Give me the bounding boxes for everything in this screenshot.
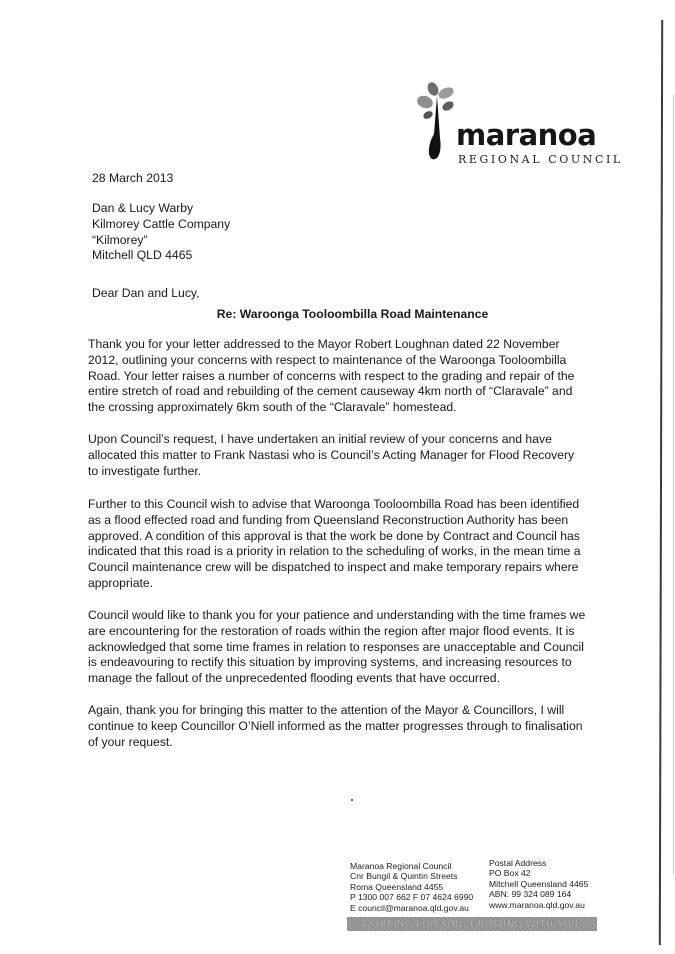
- recipient-line: Mitchell QLD 4465: [92, 248, 193, 263]
- footer-line: Cnr Bungil & Quintin Streets: [350, 871, 458, 882]
- paragraph-line: continue to keep Councillor O’Niell informed as the matter progresses through to finalisation: [88, 718, 583, 733]
- body-paragraph: [88, 608, 633, 687]
- footer-line: Roma Queensland 4455: [350, 881, 444, 892]
- salutation: Dear Dan and Lucy,: [92, 286, 200, 300]
- footer-line: Maranoa Regional Council: [350, 861, 452, 871]
- recipient-line: Kilmorey Cattle Company: [92, 216, 231, 231]
- footer-abn: ABN: 99 324 089 164: [489, 889, 572, 900]
- body-paragraph: [88, 432, 633, 479]
- paragraph-line: Council maintenance crew will be dispatched to inspect and make temporary repairs where: [88, 560, 579, 575]
- scan-edge-line: [659, 20, 663, 945]
- paragraph-line: allocated this matter to Frank Nastasi who is Council’s Acting Manager for Flood Recovery: [88, 447, 575, 462]
- paragraph-line: indicated that this road is a priority in relation to the scheduling of works, in the mean time a: [88, 544, 581, 559]
- slogan-banner: [347, 917, 597, 931]
- body-paragraph: [88, 337, 633, 416]
- body-paragraph: [88, 703, 633, 750]
- paragraph-line: Thank you for your letter addressed to the Mayor Robert Loughnan dated 22 November: [88, 337, 560, 351]
- tree-leaves-icon: [416, 82, 458, 164]
- recipient-line: Dan & Lucy Warby: [92, 201, 194, 215]
- footer-line: Mitchell Queensland 4465: [489, 878, 589, 889]
- recipient-address: [92, 201, 230, 264]
- footer-line: PO Box 42: [489, 868, 531, 879]
- slogan-text: WORKING FOR YOU, GROWING WITH YOU.: [361, 918, 583, 930]
- paragraph-line: approved. A condition of this approval is that the work be done by Contract and Council has: [88, 528, 580, 543]
- postal-address: [489, 858, 588, 910]
- paragraph-line: entire stretch of road and rebuilding of the cement causeway 4km north of “Claravale” and: [88, 384, 573, 399]
- footer-email: E council@maranoa.qld.gov.au: [350, 902, 469, 913]
- paragraph-line: Again, thank you for bringing this matter to the attention of the Mayor & Councillors, I will: [88, 703, 565, 717]
- office-address: [350, 861, 473, 913]
- paragraph-line: Further to this Council wish to advise that Waroonga Tooloombilla Road has been identified: [88, 497, 580, 511]
- paragraph-line: to investigate further.: [88, 463, 202, 478]
- paragraph-line: the crossing approximately 6km south of the “Claravale” homestead.: [88, 400, 457, 415]
- paragraph-line: as a flood effected road and funding from Queensland Reconstruction Authority has been: [88, 512, 569, 527]
- recipient-line: “Kilmorey”: [92, 232, 148, 247]
- footer-website: www.maranoa.qld.gov.au: [489, 899, 585, 910]
- paragraph-line: is endeavouring to rectify this situation by improving systems, and increasing resources to: [88, 655, 572, 670]
- letter-date: 28 March 2013: [92, 171, 174, 185]
- paragraph-line: manage the fallout of the unprecedented flooding events that have occurred.: [88, 671, 500, 686]
- paragraph-line: Council would like to thank you for your patience and understanding with the time frames we: [88, 608, 586, 622]
- paragraph-line: Upon Council’s request, I have undertaken an initial review of your concerns and have: [88, 432, 552, 446]
- body-paragraph: [88, 497, 633, 592]
- council-logo: [416, 82, 626, 172]
- paragraph-line: of your request.: [88, 734, 173, 749]
- paragraph-line: Road. Your letter raises a number of concerns with respect to the grading and repair of the: [88, 368, 575, 383]
- subject-line: Re: Waroonga Tooloombilla Road Maintenance: [216, 307, 489, 321]
- paragraph-line: are encountering for the restoration of roads within the region after major flood events. It is: [88, 623, 575, 638]
- footer-line: Postal Address: [489, 858, 547, 868]
- scan-speck: [351, 799, 353, 801]
- footer-line: P 1300 007 662 F 07 4624 6990: [350, 892, 474, 903]
- scan-edge-line-faint: [673, 95, 674, 875]
- paragraph-line: appropriate.: [88, 575, 154, 590]
- logo-tagline: REGIONAL COUNCIL: [458, 153, 623, 166]
- logo-wordmark: maranoa: [456, 118, 597, 152]
- paragraph-line: acknowledged that some time frames in relation to responses are unacceptable and Council: [88, 639, 584, 654]
- paragraph-line: 2012, outlining your concerns with respect to maintenance of the Waroonga Tooloombilla: [88, 352, 567, 367]
